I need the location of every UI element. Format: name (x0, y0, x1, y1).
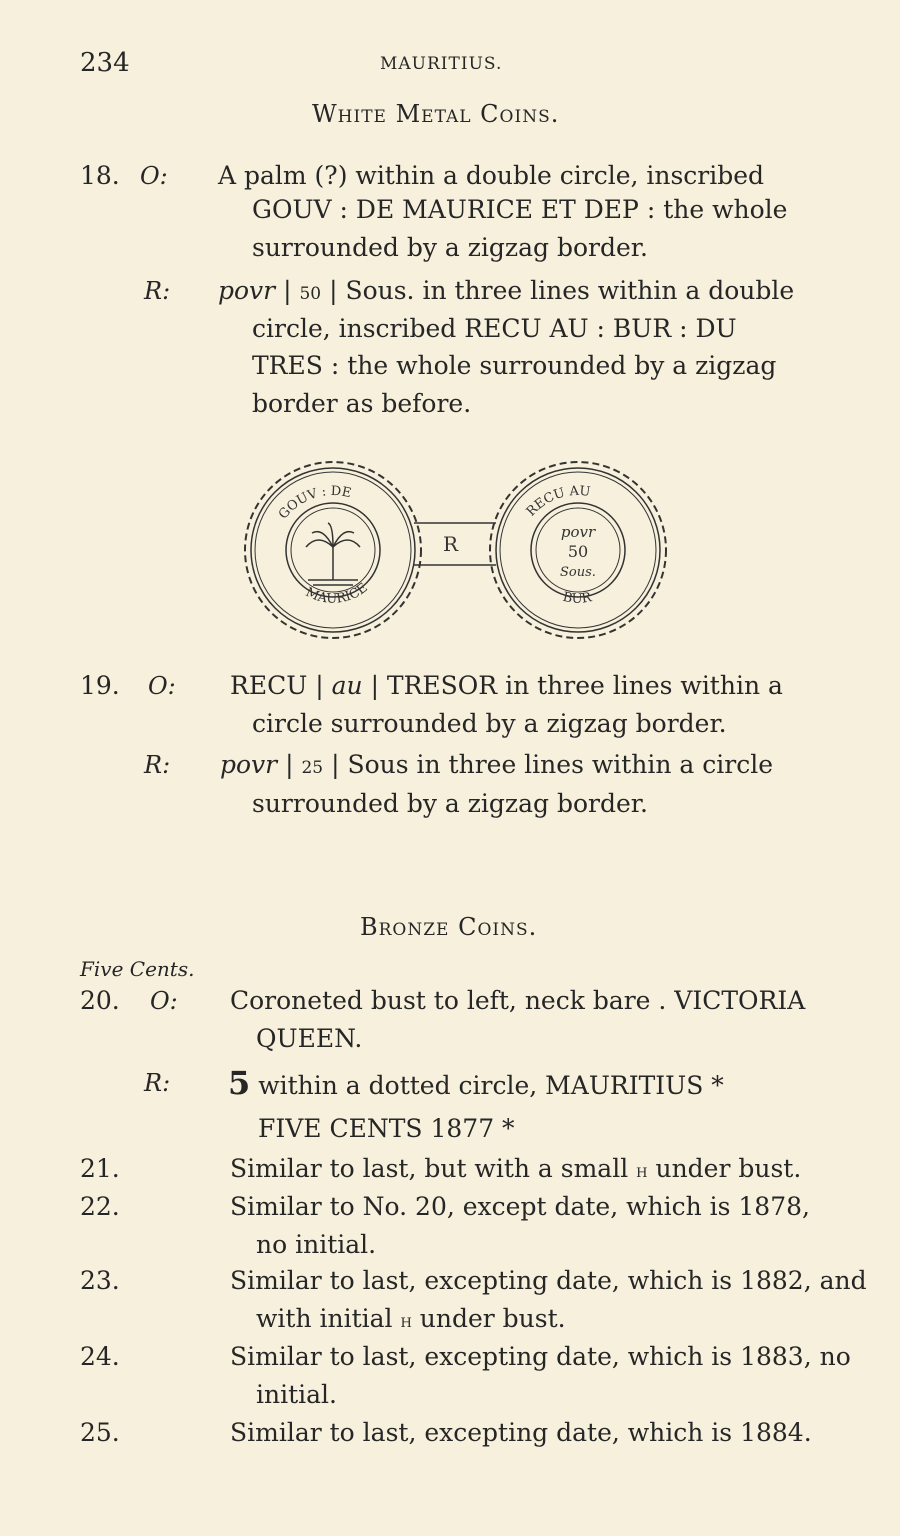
entry-18-obverse-line: GOUV : DE MAURICE ET DEP : the whole (252, 195, 788, 224)
entry-18-reverse-line (218, 272, 794, 313)
entry-20-obverse-line: Coroneted bust to left, neck bare . VICTORIA (230, 986, 806, 1015)
entry-20-reverse-line: FIVE CENTS 1877 * (258, 1114, 515, 1143)
denomination-value: 50 (299, 284, 322, 304)
entry-19-obverse-text: RECU | (230, 671, 324, 700)
entry-number-23: 23. (80, 1266, 120, 1295)
entry-19-reverse-line (220, 746, 773, 787)
entry-number-22: 22. (80, 1192, 120, 1221)
entry-21-line (230, 1150, 801, 1191)
reverse-label: R: (144, 751, 171, 779)
denomination-value: 25 (301, 758, 324, 778)
reverse-legend-top: RECU AU (523, 483, 592, 520)
au-word: au (331, 671, 363, 700)
entry-number-19: 19. (80, 671, 120, 700)
svg-text:BUR (561, 590, 594, 607)
entry-19-obverse-text: | TRESOR in three lines within a (370, 671, 783, 700)
obverse-legend-bottom: MAURICE (303, 580, 371, 607)
entry-18-obverse-line: surrounded by a zigzag border. (252, 233, 648, 262)
section-heading-white-metal: White Metal Coins. (312, 100, 560, 128)
reverse-center-text: povr (560, 523, 596, 541)
entry-20-reverse-text: within a dotted circle, MAURITIUS * (258, 1071, 724, 1100)
entry-22-line: no initial. (256, 1230, 377, 1259)
entry-20-reverse-line (228, 1064, 724, 1105)
entry-24-line: Similar to last, excepting date, which is 1883, no (230, 1342, 851, 1371)
entry-20-obverse-line: QUEEN. (256, 1024, 363, 1053)
reverse-center-text: 50 (567, 542, 589, 561)
entry-18-reverse-line: TRES : the whole surrounded by a zigzag (252, 351, 777, 380)
entry-23-line (256, 1300, 566, 1341)
reverse-legend-bottom: BUR (561, 589, 593, 607)
palm-tree-icon (306, 523, 360, 585)
entry-number-24: 24. (80, 1342, 120, 1371)
entry-18-reverse-line: border as before. (252, 389, 472, 418)
entry-number-25: 25. (80, 1418, 120, 1447)
reverse-label: R: (144, 277, 171, 305)
entry-number-20: 20. (80, 986, 120, 1015)
reverse-coin (490, 462, 666, 638)
entry-22-line: Similar to No. 20, except date, which is 1878, (230, 1192, 810, 1221)
separator: | (283, 276, 292, 305)
obverse-label: O: (150, 987, 178, 1015)
coin-illustration (228, 455, 688, 655)
entry-24-line: initial. (256, 1380, 337, 1409)
svg-text:RECU AU (524, 484, 591, 520)
numeral-five: 5 (228, 1064, 251, 1102)
entry-19-obverse-line (230, 667, 783, 705)
povr-word: povr (218, 276, 276, 305)
entry-number-18: 18. (80, 161, 120, 190)
separator: | (285, 750, 294, 779)
entry-23-text: under bust. (419, 1304, 566, 1333)
five-cents-subheading: Five Cents. (80, 957, 195, 981)
entry-21-text: Similar to last, but with a small (230, 1154, 629, 1183)
initial-h: h (400, 1311, 412, 1332)
entry-25-line: Similar to last, excepting date, which is 1884. (230, 1418, 812, 1447)
entry-18-reverse-line: circle, inscribed RECU AU : BUR : DU (252, 314, 737, 343)
entry-19-reverse-line: surrounded by a zigzag border. (252, 789, 648, 818)
reverse-center-text: Sous. (560, 565, 596, 580)
entry-19-obverse-line: circle surrounded by a zigzag border. (252, 709, 727, 738)
reverse-symbol: R (443, 532, 459, 556)
running-title: MAURITIUS. (380, 54, 503, 74)
entry-number-21: 21. (80, 1154, 120, 1183)
entry-18-obverse-line: A palm (?) within a double circle, inscribed (218, 161, 765, 190)
entry-18-reverse-text: | Sous. in three lines within a double (329, 276, 795, 305)
initial-h: h (636, 1161, 648, 1182)
obverse-label: O: (140, 162, 168, 190)
entry-23-line: Similar to last, excepting date, which is 1882, and (230, 1266, 867, 1295)
obverse-label: O: (148, 672, 176, 700)
obverse-coin (245, 462, 421, 638)
entry-23-text: with initial (256, 1304, 393, 1333)
entry-19-reverse-text: | Sous in three lines within a circle (331, 750, 774, 779)
entry-21-text: under bust. (655, 1154, 802, 1183)
page-number: 234 (80, 48, 130, 78)
obverse-legend-top: GOUV : DE (275, 483, 353, 523)
povr-word: povr (220, 750, 278, 779)
reverse-label: R: (144, 1069, 171, 1097)
section-heading-bronze: Bronze Coins. (360, 913, 538, 941)
